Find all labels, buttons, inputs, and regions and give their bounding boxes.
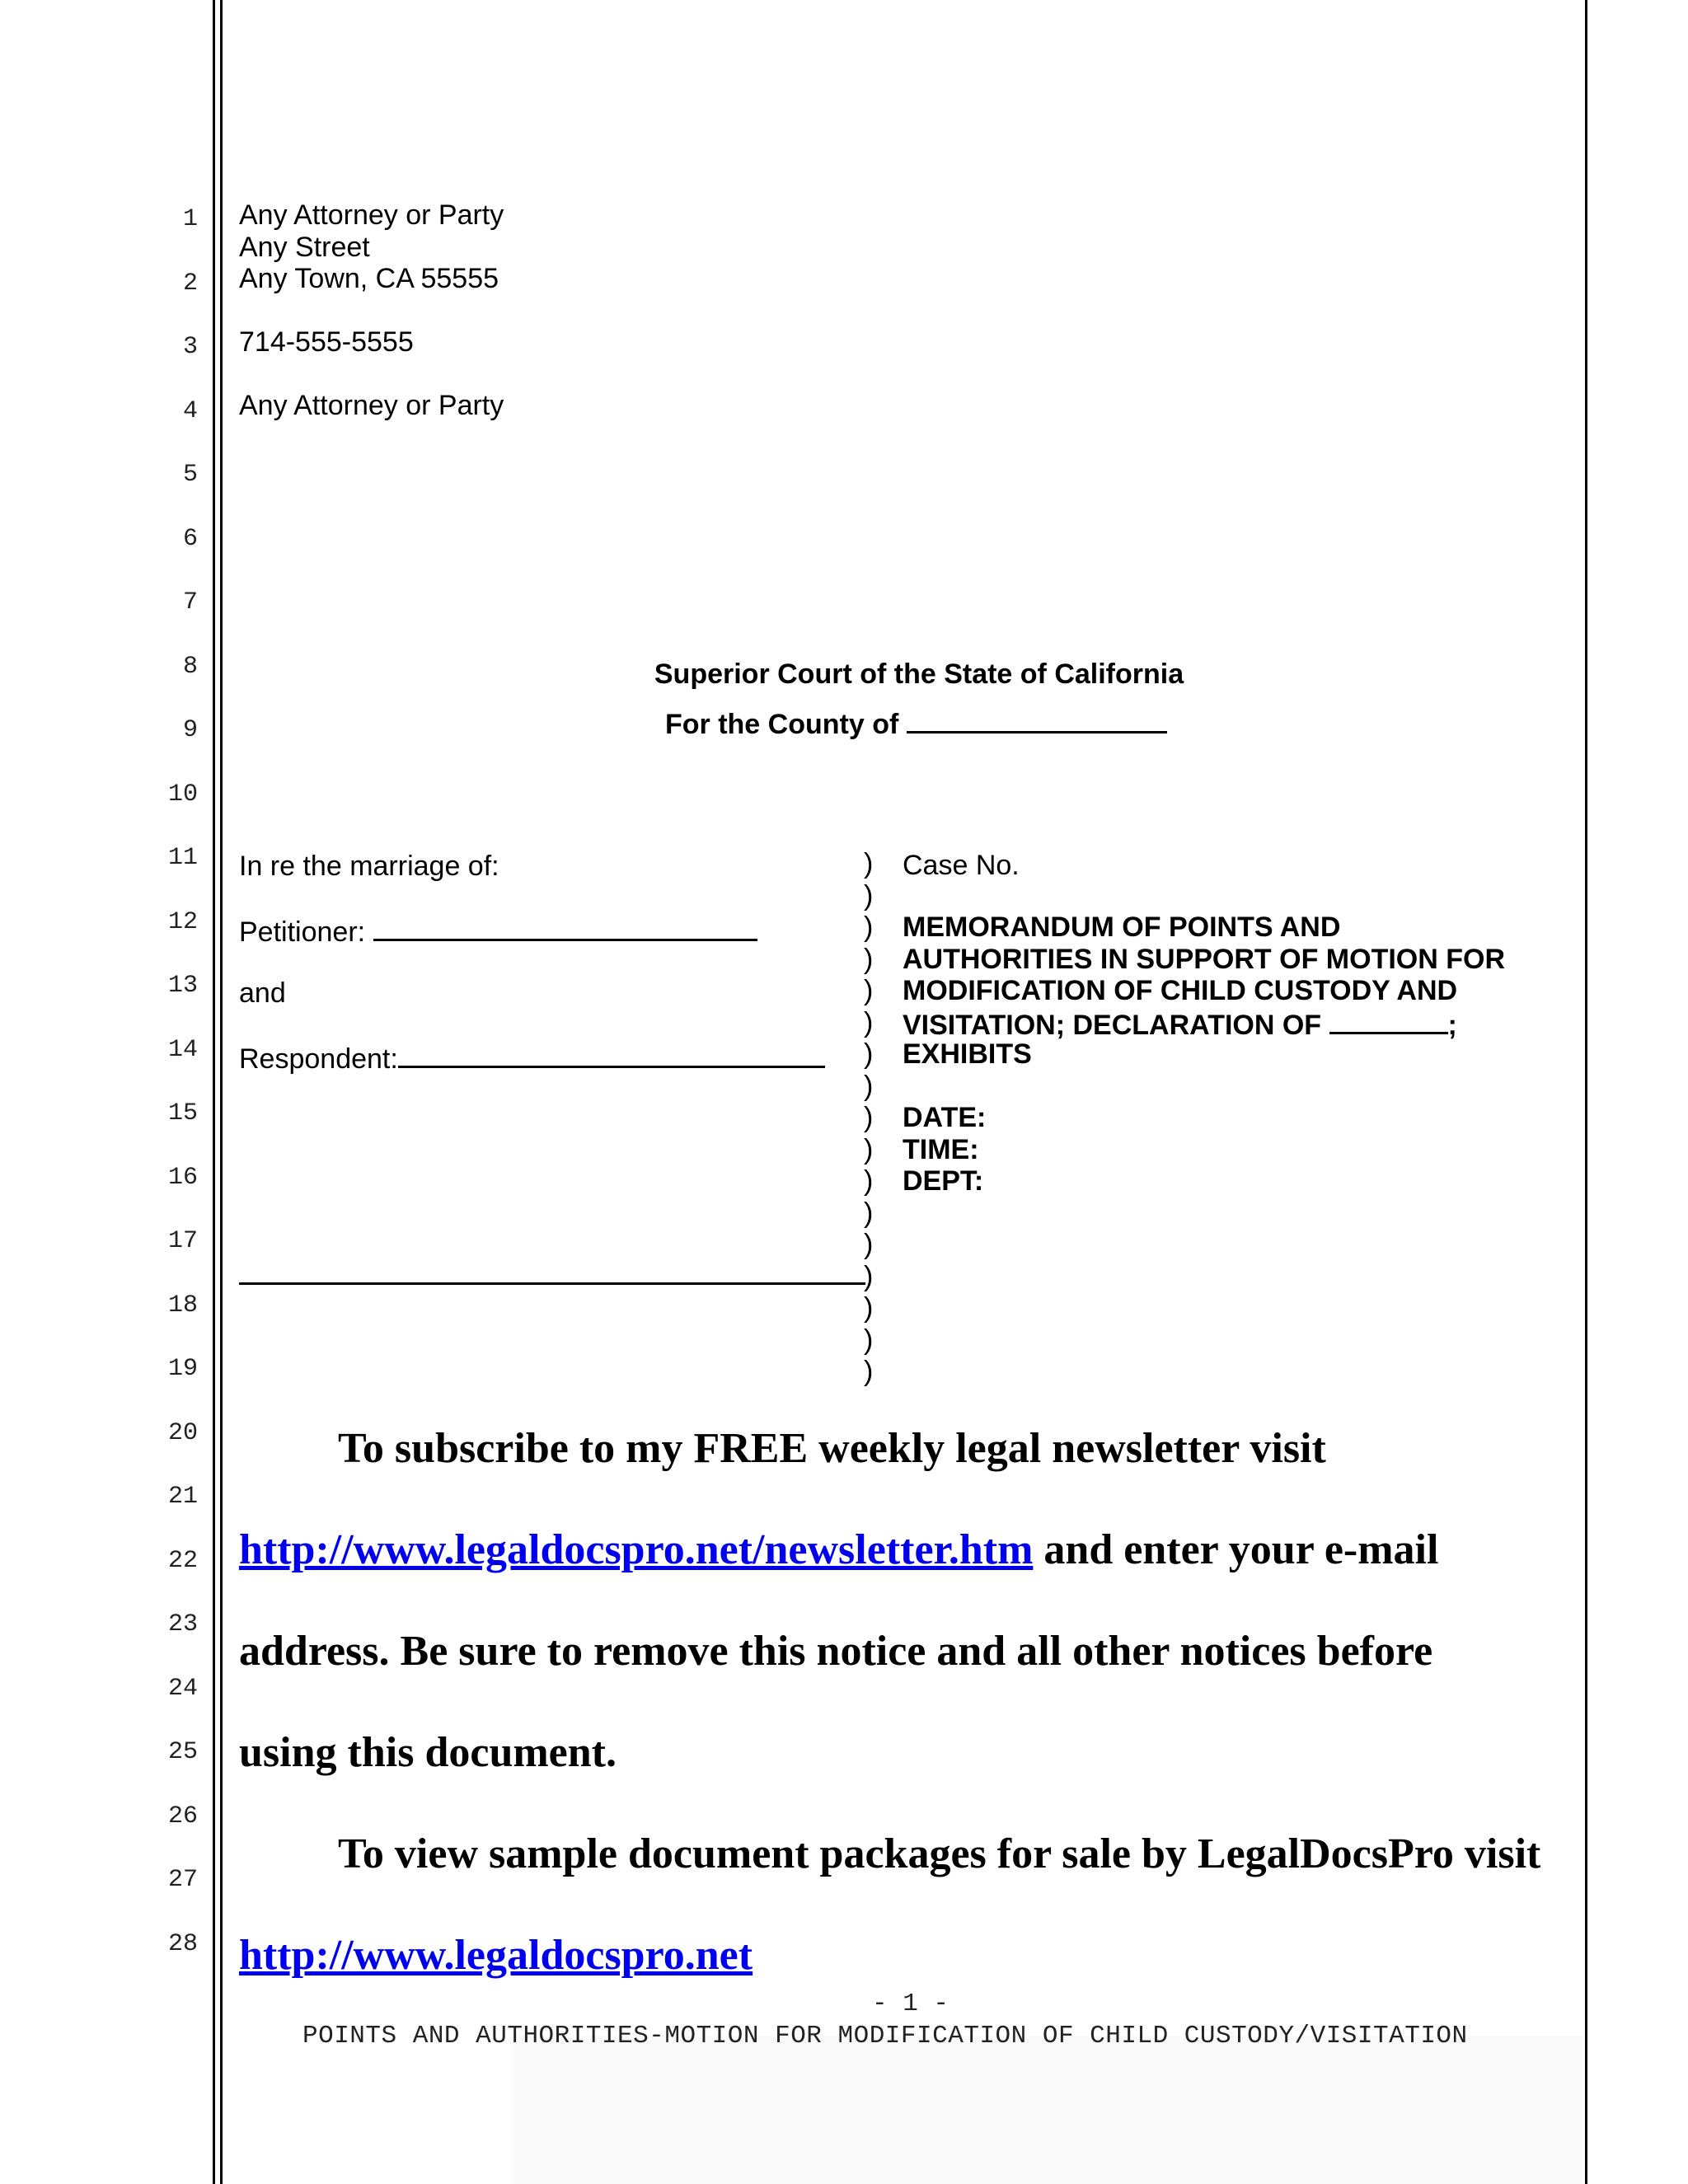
declarant-blank <box>1329 1007 1448 1034</box>
line-number: 23 <box>167 1610 198 1638</box>
caption-paren: ) <box>864 944 874 975</box>
caption-paren: ) <box>864 1134 874 1165</box>
caption-paren: ) <box>864 1292 874 1324</box>
notice-para2-line1: To view sample document packages for sale by LegalDocsPro visit <box>338 1830 1541 1877</box>
left-margin-rule-outer <box>213 0 215 2184</box>
line-number: 4 <box>182 397 198 425</box>
line-number: 5 <box>182 461 198 489</box>
attorney-name: Any Attorney or Party <box>239 199 504 231</box>
caption-paren: ) <box>864 848 874 879</box>
document-title-line-2: AUTHORITIES IN SUPPORT OF MOTION FOR <box>903 944 1505 975</box>
petitioner-label: Petitioner: <box>239 916 366 948</box>
caption-bottom-rule <box>239 1282 865 1285</box>
caption-paren: ) <box>864 1038 874 1070</box>
respondent-label: Respondent: <box>239 1043 398 1075</box>
line-number: 2 <box>182 269 198 298</box>
case-number-label: Case No. <box>903 850 1020 881</box>
page-number: - 1 - <box>872 1990 950 2018</box>
document-title-line-1: MEMORANDUM OF POINTS AND <box>903 912 1341 943</box>
caption-paren: ) <box>864 1165 874 1197</box>
line-number: 9 <box>182 716 198 744</box>
line-number: 18 <box>167 1291 198 1319</box>
attorney-city: Any Town, CA 55555 <box>239 263 499 294</box>
notice-para1-line4: using this document. <box>239 1729 617 1776</box>
caption-paren: ) <box>864 1229 874 1260</box>
hearing-date-label: DATE: <box>903 1102 987 1133</box>
line-number: 17 <box>167 1227 198 1255</box>
line-number: 14 <box>167 1036 198 1064</box>
line-number: 15 <box>167 1099 198 1127</box>
line-number: 11 <box>167 844 198 872</box>
line-number: 6 <box>182 525 198 553</box>
hearing-dept-label: DEPT: <box>903 1165 984 1197</box>
line-number: 20 <box>167 1419 198 1447</box>
document-title-line-3: MODIFICATION OF CHILD CUSTODY AND <box>903 975 1458 1006</box>
line-number: 28 <box>167 1930 198 1958</box>
notice-para2-line2 <box>239 1931 753 1980</box>
notice-para1-line2 <box>239 1526 1438 1575</box>
notice-para1-line3: address. Be sure to remove this notice and all other notices before <box>239 1628 1433 1675</box>
and-label: and <box>239 977 286 1009</box>
line-number: 3 <box>182 333 198 361</box>
attorney-street: Any Street <box>239 232 370 263</box>
line-number: 7 <box>182 588 198 616</box>
line-number: 26 <box>167 1802 198 1830</box>
line-number: 21 <box>167 1483 198 1511</box>
document-title-line-4 <box>903 1007 1457 1042</box>
footer-title: POINTS AND AUTHORITIES-MOTION FOR MODIFICATION OF CHILD CUSTODY/VISITATION <box>302 2022 1468 2050</box>
declaration-label: VISITATION; DECLARATION OF <box>903 1010 1322 1041</box>
attorney-phone: 714-555-5555 <box>239 326 414 358</box>
document-title-line-5: EXHIBITS <box>903 1038 1032 1070</box>
in-re-label: In re the marriage of: <box>239 851 499 882</box>
line-number: 12 <box>167 908 198 936</box>
petitioner-blank <box>373 914 757 941</box>
line-number: 13 <box>167 972 198 1000</box>
line-number: 10 <box>167 780 198 808</box>
footer-shading <box>511 2036 1582 2184</box>
caption-paren: ) <box>864 1007 874 1038</box>
caption-paren: ) <box>864 1197 874 1229</box>
respondent-line <box>239 1041 825 1076</box>
line-number: 22 <box>167 1547 198 1575</box>
line-number: 25 <box>167 1738 198 1766</box>
caption-paren: ) <box>864 912 874 943</box>
right-margin-rule <box>1585 0 1587 2184</box>
line-number: 24 <box>167 1675 198 1703</box>
left-margin-rule-inner <box>220 0 223 2184</box>
caption-paren: ) <box>864 975 874 1006</box>
line-number: 19 <box>167 1355 198 1383</box>
petitioner-line <box>239 914 757 949</box>
attorney-for: Any Attorney or Party <box>239 390 504 421</box>
line-number: 1 <box>182 205 198 233</box>
declaration-semicolon: ; <box>1447 1010 1457 1041</box>
caption-paren: ) <box>864 1261 874 1292</box>
county-blank <box>907 706 1167 733</box>
line-number: 16 <box>167 1164 198 1192</box>
respondent-blank <box>398 1041 825 1068</box>
caption-paren: ) <box>864 1324 874 1356</box>
caption-paren: ) <box>864 1102 874 1133</box>
notice-para1-line2-text: and enter your e-mail <box>1043 1526 1439 1573</box>
caption-paren: ) <box>864 1071 874 1102</box>
line-number: 27 <box>167 1866 198 1894</box>
county-line <box>665 706 1167 741</box>
newsletter-link[interactable]: http://www.legaldocspro.net/newsletter.htm <box>239 1526 1034 1573</box>
line-number: 8 <box>182 653 198 681</box>
caption-paren: ) <box>864 1356 874 1387</box>
legaldocspro-link[interactable]: http://www.legaldocspro.net <box>239 1932 753 1979</box>
court-name: Superior Court of the State of California <box>654 658 1184 690</box>
county-label: For the County of <box>665 709 899 740</box>
notice-para1-line1: To subscribe to my FREE weekly legal newsletter visit <box>338 1425 1326 1472</box>
hearing-time-label: TIME: <box>903 1134 979 1165</box>
caption-paren: ) <box>864 880 874 912</box>
